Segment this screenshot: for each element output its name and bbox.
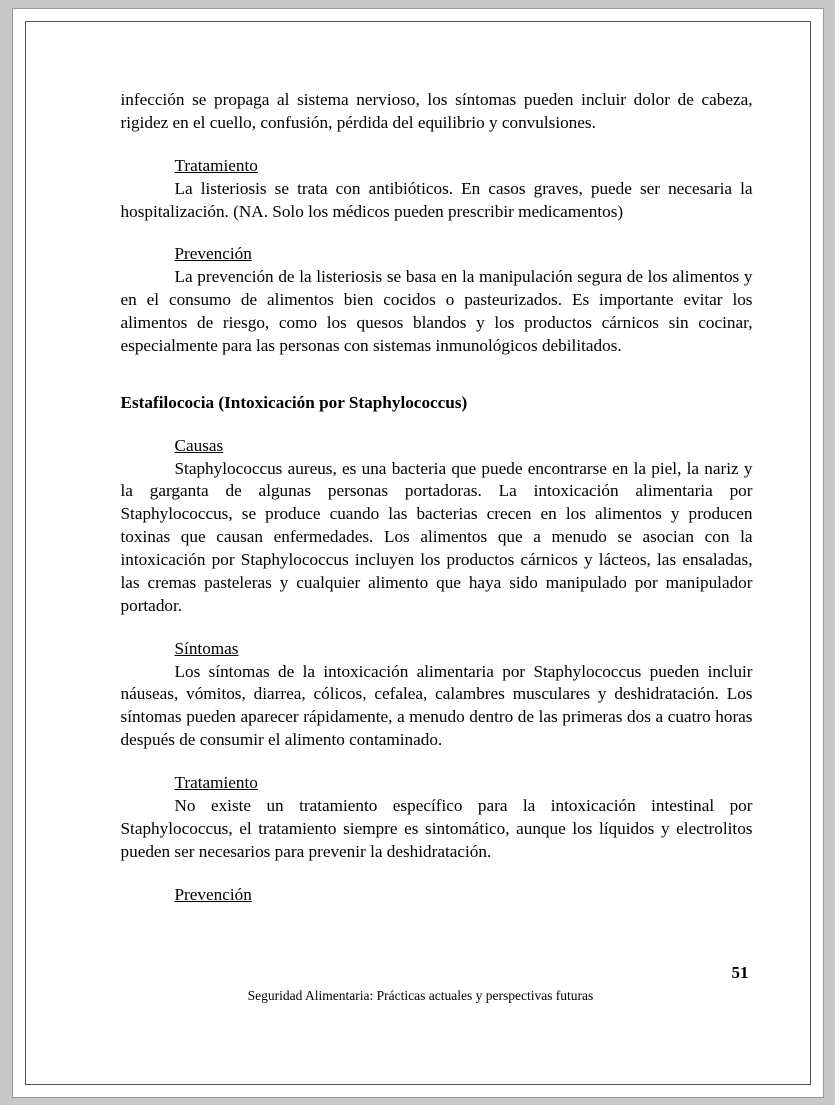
heading-staph-causes: Causas [174,435,224,455]
heading-staph-treatment: Tratamiento [174,773,258,792]
paragraph-staph-causes: Staphylococcus aureus, es una bacteria que puede encontrarse en la piel, la nariz y la garganta de algunas personas portadoras. La intoxicación alimentaria por Staphylococcus, se produce cuando las bacterias crecen en los alimentos y producen toxinas que causan enfermedades. Los alimentos que a menudo se asocian con la intoxicación por Staphylococcus incluyen los productos cárnicos y lácteos, las ensaladas, las cremas pasteleras y cualquier alimento que haya sido manipulado por manipulador portador. [120,458,753,615]
heading-listeriosis-treatment: Tratamiento [174,155,258,175]
spacer [121,415,753,435]
spacer [121,752,753,772]
paragraph-staph-symptoms: Los síntomas de la intoxicación alimentaria por Staphylococcus pueden incluir náuseas, vómitos, diarrea, cólicos, cefalea, calambres musculares y deshidratación. Los síntomas pueden aparecer rápidamente, a menudo dentro de las primeras dos a cuatro horas después de consumir el alimento contaminado. [120,661,753,750]
spacer [121,135,753,155]
heading-staphylococcus-section: Estafilococia (Intoxicación por Staphylococcus) [120,392,468,412]
paragraph-listeriosis-prevention: La prevención de la listeriosis se basa en la manipulación segura de los alimentos y en el consumo de alimentos bien cocidos o pasteurizados. Es importante evitar los alimentos de riesgo, como los quesos blandos y los productos cárnicos sin cocinar, especialmente para las personas con sistemas inmunológicos debilitados. [120,267,753,355]
paragraph-staph-treatment: No existe un tratamiento específico para la intoxicación intestinal por Staphylococcus, el tratamiento siempre es sintomático, aunque los líquidos y electrolitos pueden ser necesarios para prevenir la deshidratación. [120,795,753,861]
document-page [12,8,824,1098]
spacer [121,223,753,243]
page-number: 51 [731,963,749,983]
page-content [121,89,753,906]
footer-title: Seguridad Alimentaria: Prácticas actuales y perspectivas futuras [247,988,594,1004]
heading-listeriosis-prevention: Prevención [174,244,252,264]
intro-paragraph: infección se propaga al sistema nervioso, los síntomas pueden incluir dolor de cabeza, rigidez en el cuello, confusión, pérdida del equilibrio y convulsiones. [120,90,753,132]
heading-staph-prevention: Prevención [174,884,252,904]
heading-staph-symptoms: Síntomas [174,638,239,658]
spacer [121,358,753,392]
page-footer [121,962,751,1005]
paragraph-listeriosis-treatment: La listeriosis se trata con antibióticos. En casos graves, puede ser necesaria la hospitalización. (NA. Solo los médicos pueden prescribir medicamentos) [120,178,753,221]
spacer [121,864,753,884]
spacer [121,618,753,638]
